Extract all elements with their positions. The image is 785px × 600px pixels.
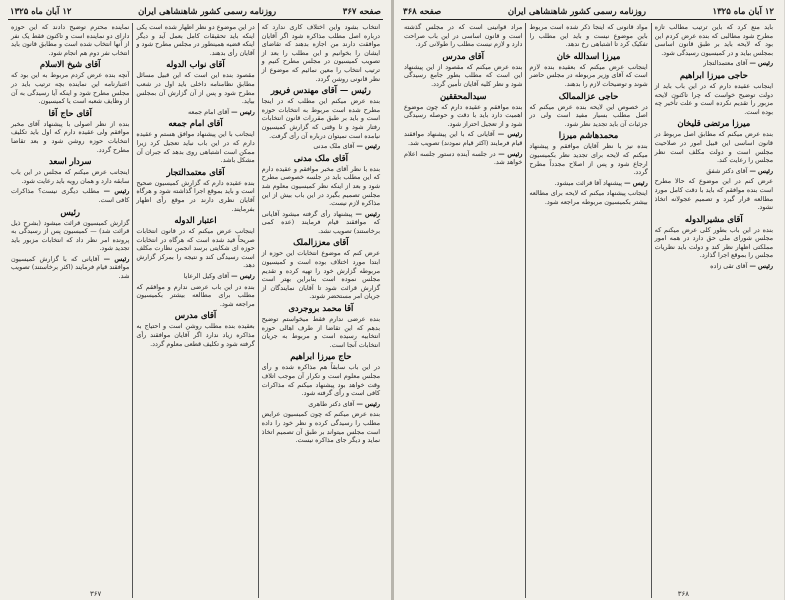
right-header-title: روزنامه رسمی کشور شاهنشاهی ایران xyxy=(507,6,646,17)
text-column xyxy=(133,23,258,598)
speaker-label: رئیس — xyxy=(356,142,380,151)
speaker-label: رئیس — xyxy=(356,399,380,408)
text-column xyxy=(652,23,776,598)
paragraph xyxy=(404,130,522,147)
paragraph-text: آقای تقی زاده xyxy=(710,262,750,271)
speaker-heading: اعتبار الدوله xyxy=(174,215,217,226)
paragraph xyxy=(11,120,129,154)
paragraph xyxy=(262,23,380,83)
right-page-columns xyxy=(401,23,776,598)
paragraph-text: اینجانب عقیده دارم که در این باب باید از دولت توضیح خواست که چرا تاکنون لایحه مزبور را تقدیم نکرده است و علت تأخیر چه بوده است. xyxy=(654,81,773,116)
speaker-label: رئیس — xyxy=(231,107,255,116)
paragraph-text: آقایانی که با این پیشنهاد موافقند قیام فرمایند (اکثر قیام نمودند) تصویب شد. xyxy=(404,130,523,147)
left-page-columns xyxy=(8,23,383,598)
speaker-heading: حاج میرزا ابراهیم xyxy=(290,351,352,362)
paragraph xyxy=(262,363,380,397)
speaker-heading: آقای معتمدالتجار xyxy=(166,166,225,177)
paragraph-text: بنده عرض میکنم که چون کمیسیون عرایض مطلب را رسیدگی کرده و نظر خود را داده است مجلس میتواند بر طبق آن تصمیم اتخاذ نماید و دیگر جای مذاکره نیست. xyxy=(261,410,380,445)
paragraph xyxy=(529,103,647,129)
speaker-heading: میرزا اسدالله خان xyxy=(556,50,621,61)
paragraph-text: بنده عرض میکنم که مطابق اصل مربوط در قانون اساسی این قبیل امور در صلاحیت مجلس است و دولت مکلف است نظر مجلس را رعایت کند. xyxy=(654,130,773,165)
speaker-heading: آقای امام جمعه xyxy=(168,118,223,129)
paragraph-text: مواد قانونی که اینجا ذکر شده است مربوط باین موضوع نیست و باید این مطلب را تفکیک کرد تا اشتباهی رخ ندهد. xyxy=(529,23,648,49)
paragraph-text: عرض کنم در این موضوع که حالا مطرح است بنده موافقم که باید با دقت کامل مورد مطالعه قرار گیرد و تصمیم عجولانه اتخاذ نشود. xyxy=(654,177,773,212)
paragraph-text: بنده در این باب عرضی ندارم و موافقم که مطلب برای مطالعه بیشتر بکمیسیون مراجعه شود. xyxy=(136,282,255,308)
paragraph xyxy=(529,142,647,176)
paragraph-text: باید منع کرد که باین ترتیب مطالب تازه مطرح شود مطالبی که بنده عرض کردم این بود که لایحه باید بر طبق قانون اساسی بمجلس بیاید و در کمیسیون رسیدگی شود. xyxy=(654,23,773,57)
paragraph-text: آقایانی که با گزارش کمیسیون موافقند قیام فرمایند (اکثر برخاستند) تصویب شد. xyxy=(11,254,130,281)
paragraph-text: بنده نیز با نظر آقایان موافقم و پیشنهاد میکنم که لایحه برای تجدید نظر بکمیسیون ارجاع شود و پس از اصلاح مجدداً مطرح گردد. xyxy=(529,142,648,177)
paragraph-text: بنده عرض میکنم که مقصود از این پیشنهاد این است که مطلب بطور جامع رسیدگی شود و نظر کلیه آقایان تأمین گردد. xyxy=(404,62,523,88)
speaker-heading: آقای حاج آقا xyxy=(48,107,92,118)
paragraph xyxy=(136,283,254,309)
paragraph-text: بنده در این باب بطور کلی عرض میکنم که مجلس شورای ملی حق دارد در همه امور مملکتی اظهار نظر کند و دولت باید نظریات مجلس را بموقع اجرا گذارد. xyxy=(654,225,773,260)
paragraph xyxy=(529,179,647,188)
speaker-label: رئیس — xyxy=(103,254,130,263)
left-page xyxy=(0,0,392,600)
speaker-heading: آقای معززالملک xyxy=(293,237,349,248)
paragraph-text: گزارش کمیسیون قرائت میشود (بشرح ذیل قرائت شد) — کمیسیون پس از رسیدگی به پرونده امر نظر داد که انتخابات مزبور باید تجدید شود. xyxy=(11,218,130,253)
paragraph-text: اینجانب عرض میکنم که مجلس در این باب سابقه دارد و همان رویه باید رعایت شود. xyxy=(11,168,130,185)
right-header-page-number: صفحه ۳۶۸ xyxy=(403,6,442,17)
speaker-heading: آقای مدرس xyxy=(174,310,217,321)
paragraph xyxy=(136,130,254,164)
paragraph-text: پیشنهاد آقا قرائت میشود. xyxy=(554,178,625,187)
right-header-date: ۱۲ آبان ماه ۱۳۲۵ xyxy=(712,6,774,17)
speaker-label: رئیس — xyxy=(355,209,380,218)
paragraph-text: مراد قوانینی است که در مجلس گذشته است و قانون اساسی در این باب صراحت دارد و لازم نیست مطلب را طولانی کرد. xyxy=(404,23,523,49)
right-page xyxy=(392,0,784,600)
paragraph xyxy=(11,71,129,105)
paragraph-text: در جلسه آینده دستور جلسه اعلام خواهد شد. xyxy=(404,149,523,167)
paragraph xyxy=(262,315,380,349)
paragraph-text: اینجانب عرض میکنم که در قانون انتخابات صریحاً قید شده است که هرگاه در انتخابات حوزه ای شکایتی برسد انجمن نظارت مکلف است رسیدگی کند و نتیجه را بمرکز گزارش دهد. xyxy=(136,227,255,270)
paragraph xyxy=(262,400,380,409)
paragraph xyxy=(136,23,254,57)
right-page-header xyxy=(401,4,776,20)
paragraph xyxy=(11,219,129,253)
book-gutter xyxy=(391,0,394,600)
paragraph-text: در این باب سابقاً هم مذاکره شده و رأی مجلس معلوم است و تکرار آن موجب اتلاف وقت خواهد بود پیشنهاد میکنم که مذاکرات کافی است و رأی گرفته شود. xyxy=(261,363,380,398)
speaker-heading: آقا محمد بروجردی xyxy=(288,303,354,314)
paragraph xyxy=(11,168,129,185)
paragraph-text: آقای ملک مدنی xyxy=(313,142,357,151)
text-column xyxy=(259,23,383,598)
paragraph-text: اینجانب پیشنهاد میکنم که لایحه برای مطالعه بیشتر بکمیسیون مربوطه مراجعه شود. xyxy=(529,189,648,206)
paragraph-text: اینجانب با این پیشنهاد موافق هستم و عقیده دارم که در این باب نباید تعجیل کرد زیرا ممکن است اشتباهی روی بدهد که جبران آن مشکل باشد. xyxy=(136,130,255,165)
speaker-heading: آقای مدرس xyxy=(442,50,484,61)
paragraph-text: آقای دکتر شفق xyxy=(706,166,750,175)
paragraph-text: اینجانب عرض میکنم که بعقیده بنده لازم است که آقای وزیر مربوطه در مجلس حاضر شوند و توضیحات لازم را بدهند. xyxy=(529,62,648,88)
speaker-heading: حاجی میرزا ابراهیم xyxy=(679,69,748,80)
speaker-label: رئیس — xyxy=(749,59,773,68)
speaker-label: رئیس — xyxy=(749,262,773,271)
paragraph xyxy=(404,63,522,89)
text-column xyxy=(8,23,133,598)
paragraph xyxy=(262,249,380,301)
text-column xyxy=(526,23,651,598)
paragraph xyxy=(655,226,773,260)
speaker-heading: رئیس — آقای مهندس فریور xyxy=(270,85,371,96)
paragraph xyxy=(655,82,773,116)
paragraph-text: بنده با نظر آقای مخبر موافقم و عقیده دارم که این مطلب باید در جلسه خصوصی مطرح شود و بعد از اینکه نظر کمیسیون معلوم شد مجلس تصمیم بگیرد در این باب بیش از این مذاکره لازم نیست. xyxy=(261,164,380,208)
speaker-label: رئیس — xyxy=(498,149,523,158)
paragraph-text: در این موضوع دو نظر اظهار شده است یکی اینکه باید تحقیقات کامل بعمل آید و دیگر اینکه قضیه همینطور در مجلس مطرح شود و آقایان رأی بدهند. xyxy=(136,23,255,57)
paragraph xyxy=(136,108,254,117)
paragraph xyxy=(529,189,647,206)
paragraph xyxy=(11,187,129,204)
paragraph-text: بعقیده بنده مطلب روشن است و احتیاج به مذاکره زیاد ندارد اگر آقایان موافقند رأی گرفته شود و تکلیف قطعی معلوم گردد. xyxy=(136,322,255,348)
left-page-footer-number: ۳۶۷ xyxy=(90,590,102,598)
paragraph-text: آنچه بنده عرض کردم مربوط به این بود که اعتبارنامه این نماینده بچه ترتیب باید در مجلس مطرح شود و اینکه آیا رسیدگی به آن از وظایف شعبه است یا کمیسیون. xyxy=(11,71,130,106)
paragraph xyxy=(136,322,254,348)
paragraph-text: بنده عرضی ندارم فقط میخواستم توضیح بدهم که این تقاضا از طرف اهالی حوزه انتخابیه رسیده است و مربوط به جریان انتخابات آنجا است. xyxy=(261,315,380,349)
paragraph xyxy=(136,179,254,213)
paragraph xyxy=(404,103,522,129)
left-header-title: روزنامه رسمی کشور شاهنشاهی ایران xyxy=(138,6,277,17)
paragraph-text: پیشنهاد رأی گرفته میشود آقایانی که موافقند قیام فرمایند (عده کمی برخاستند) تصویب نشد. xyxy=(261,209,380,235)
paragraph-text: آقای امام جمعه xyxy=(187,107,232,116)
paragraph xyxy=(655,59,773,68)
paragraph xyxy=(11,23,129,57)
paragraph xyxy=(404,150,522,167)
paragraph xyxy=(262,210,380,236)
paragraph xyxy=(262,165,380,208)
speaker-heading: سیدالمحققین xyxy=(439,90,487,101)
paragraph xyxy=(136,272,254,281)
paragraph xyxy=(404,23,522,49)
paragraph xyxy=(655,23,773,57)
paragraph xyxy=(529,63,647,89)
speaker-heading: حاجی عزالممالک xyxy=(558,90,619,101)
paragraph-text: آقای دکتر طاهری xyxy=(308,399,357,408)
text-column xyxy=(401,23,526,598)
paragraph-text: بنده از نظر اصولی با پیشنهاد آقای مخبر موافقم ولی عقیده دارم که اول باید تکلیف انتخابات حوزه روشن شود و بعد تقاضا مطرح گردد. xyxy=(11,119,130,154)
paragraph-text: بنده عقیده دارم که گزارش کمیسیون صحیح است و باید بموقع اجرا گذاشته شود و هرگاه آقایان نظری دارند در موقع رأی اظهار بفرمایند. xyxy=(136,178,255,213)
paragraph xyxy=(655,262,773,271)
paragraph xyxy=(262,97,380,140)
right-page-footer-number: ۳۶۸ xyxy=(677,590,689,598)
speaker-label: رئیس — xyxy=(231,272,255,281)
speaker-label: رئیس — xyxy=(624,178,648,187)
left-header-date: ۱۲ آبان ماه ۱۳۲۵ xyxy=(10,6,72,17)
paragraph xyxy=(262,142,380,151)
speaker-heading: آقای شیخ الاسلام xyxy=(39,59,101,70)
speaker-heading: آقای نواب الدوله xyxy=(166,59,225,70)
paragraph-text: نماینده محترم توضیح دادند که این حوزه دارای دو نماینده است و تاکنون فقط یک نفر از آنها انتخاب شده است و مطابق قانون باید انتخاب نفر دوم هم انجام شود. xyxy=(11,23,130,57)
paragraph xyxy=(655,177,773,211)
paragraph-text: مقصود بنده این است که این قبیل مسائل مطابق نظامنامه داخلی باید اول در شعب مطرح شود و پس از آن گزارش آن بمجلس بیاید. xyxy=(136,71,255,106)
paragraph xyxy=(655,167,773,176)
paragraph-text: در خصوص این لایحه بنده عرض میکنم که اصل مطلب بسیار مفید است ولی در جزئیات آن باید تجدید نظر شود. xyxy=(529,102,648,128)
paragraph xyxy=(136,71,254,105)
paragraph xyxy=(11,255,129,281)
speaker-heading: آقای ملک مدنی xyxy=(293,152,348,163)
paragraph xyxy=(262,410,380,444)
paragraph xyxy=(136,227,254,270)
speaker-label: رئیس — xyxy=(103,187,130,196)
paragraph-text: انتخاب بشود واین اختلاف کاری ندارد که درباره اصل مطلب مذاکره شود اگر آقایان موافقت دارند من اجازه بدهند که تقاضای ایشان را بخوانیم و این مطلب را بعد از تصویب کمیسیون در مجلس مطرح کنیم و ترتیب انتخاب را معین نمائیم که موضوع از نظر قانونی روشن گردد. xyxy=(261,23,380,83)
paragraph-text: بنده عرض میکنم این مطلب که در اینجا مطرح شده است مربوط به انتخابات حوزه است و باید بر طبق مقررات قانون انتخابات رفتار شود و تا وقتی که گزارش کمیسیون نیامده است نمیتوان درباره آن رأی گرفت. xyxy=(261,97,380,140)
speaker-heading: آقای مشیرالدوله xyxy=(684,213,743,224)
speaker-label: رئیس — xyxy=(497,130,523,139)
speaker-heading: محمدهاشم میرزا xyxy=(558,130,619,141)
speaker-heading: رئیس xyxy=(60,206,80,217)
left-header-page-number: صفحه ۳۶۷ xyxy=(342,6,381,17)
speaker-heading: میرزا مرتضی قلیخان xyxy=(677,118,751,129)
paragraph-text: مطلب دیگری نیست؟ مذاکرات کافی است. xyxy=(11,187,130,204)
paragraph xyxy=(655,130,773,164)
paragraph-text: عرض کنم که موضوع انتخابات این حوزه از ابتدا مورد اختلاف بوده است و کمیسیون مربوطه گزارش خود را تهیه کرده و تقدیم مجلس نموده است بنابراین بهتر است گزارش قرائت شود تا آقایان نمایندگان از جریان امر مستحضر شوند. xyxy=(261,249,380,301)
paragraph-text: آقای معتمدالتجار xyxy=(703,59,750,68)
speaker-label: رئیس — xyxy=(749,166,773,175)
speaker-heading: سردار اسعد xyxy=(48,156,92,167)
paragraph-text: بنده موافقم و عقیده دارم که چون موضوع اهمیت دارد باید با دقت و حوصله رسیدگی شود و از تعجیل احتراز شود. xyxy=(404,102,523,128)
paragraph xyxy=(529,23,647,49)
paragraph-text: آقای وکیل الرعایا xyxy=(183,272,232,281)
left-page-header xyxy=(8,4,383,20)
